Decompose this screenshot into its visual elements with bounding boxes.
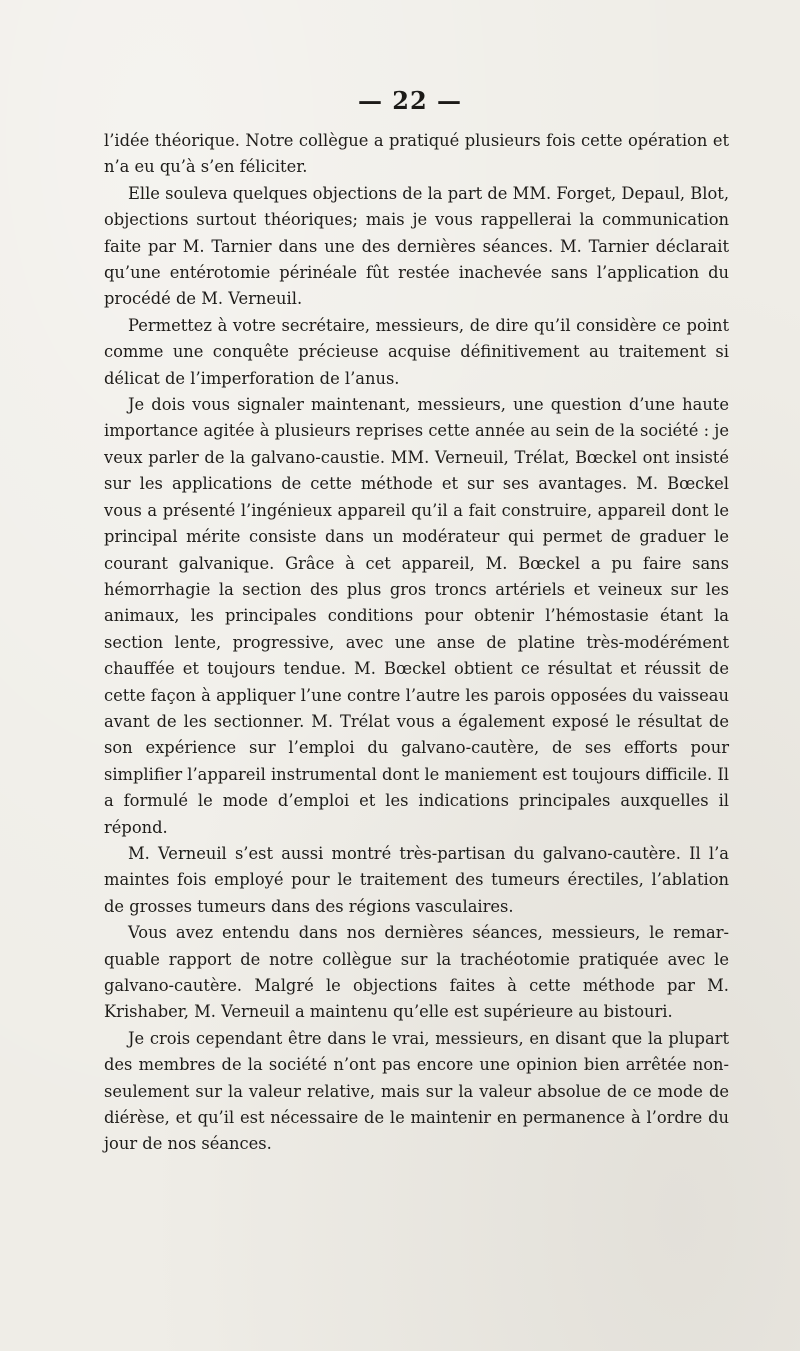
paragraph-1: l’idée théorique. Notre collègue a pratiqué plusieurs fois cette opération et n’a eu qu’à s’en féliciter. <box>104 131 729 177</box>
page-number: — 22 — <box>357 86 463 115</box>
body-text <box>104 128 729 1158</box>
paragraph-3: Permettez à votre secrétaire, messieurs, de dire qu’il considère ce point comme une conquête précieuse acquise définitivement au traitement si délicat de l’imperforation de l’anus. <box>104 315 729 388</box>
paragraph-4: Je dois vous signaler maintenant, messieurs, une question d’une haute importance agitée à plusieurs reprises cette année au sein de la société : je veux parler de la galvano-caustie. MM. Verneuil, Trélat, Bœckel ont insisté sur les applications de cette méthode et sur ses avantages. M. Bœckel vous a présenté l’ingénieux appareil qu’il a fait construire, appareil dont le principal mérite consiste dans un modérateur qui permet de graduer le courant galvanique. Grâce à cet appareil, M. Bœckel a pu faire sans hémorrhagie la section des plus gros troncs artériels et veineux sur les animaux, les principales conditions pour obtenir l’hémostasie étant la section lente, progressive, avec une anse de platine très-modérément chauffée et toujours tendue. M. Bœckel obtient ce résultat et réussit de cette façon à appliquer l’une contre l’autre les parois opposées du vaisseau avant de les sectionner. M. Trélat vous a également exposé le résultat de son expérience sur l’emploi du galvano-cautère, de ses efforts pour simplifier l’appareil instrumental dont le maniement est toujours difficile. Il a formulé le mode d’emploi et les indications principales auxquelles il répond. <box>104 395 729 837</box>
paragraph-2: Elle souleva quelques objections de la part de MM. Forget, Depaul, Blot, objections surtout théoriques; mais je vous rappellerai la communication faite par M. Tarnier dans une des dernières séances. M. Tarnier déclarait qu’une entérotomie périnéale fût restée inachevée sans l’application du procédé de M. Verneuil. <box>104 183 729 309</box>
paragraph-7: Je crois cependant être dans le vrai, messieurs, en disant que la plupart des membres de la société n’ont pas encore une opinion bien arrêtée non-seulement sur la valeur relative, mais sur la valeur absolue de ce mode de diérèse, et qu’il est nécessaire de le maintenir en permanence à l’ordre du jour de nos séances. <box>104 1028 729 1154</box>
paragraph-6: Vous avez entendu dans nos dernières séances, messieurs, le remarquable rapport de notre collègue sur la trachéotomie pratiquée avec le galvano-cautère. Malgré le objections faites à cette méthode par M. Krishaber, M. Verneuil a maintenu qu’elle est supérieure au bistouri. <box>104 923 729 1022</box>
paragraph-5: M. Verneuil s’est aussi montré très-partisan du galvano-cautère. Il l’a maintes fois employé pour le traitement des tumeurs érectiles, l’ablation de grosses tumeurs dans des régions vasculaires. <box>104 843 729 916</box>
